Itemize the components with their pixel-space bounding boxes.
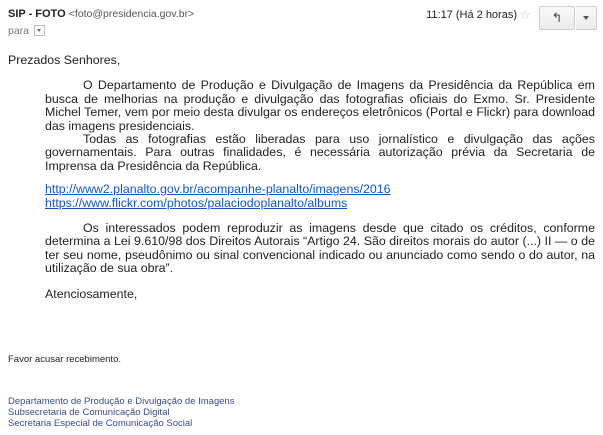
signature-line-1: Departamento de Produção e Divulgação de Imagens [8, 396, 235, 407]
body-block-2 [8, 222, 595, 276]
body-block [8, 79, 595, 173]
sender-email: <foto@presidencia.gov.br> [68, 8, 195, 20]
paragraph-1: O Departamento de Produção e Divulgação de Imagens da Presidência da República em busca de melhorias na produção e divulgação das fotografias oficiais do Exmo. Sr. Presidente Michel Temer, vem por meio desta divulgar os endereços eletrônicos (Portal e Flickr) para download das imagens presidenciais. [45, 78, 595, 133]
timestamp: 11:17 (Há 2 horas) [426, 9, 517, 21]
paragraph-2: Todas as fotografias estão liberadas para uso jornalístico e divulgação das ações governamentais. Para outras finalidades, é necessária autorização prévia da Secretaria de Imprensa da Presidência da República. [45, 132, 595, 173]
paragraph-3: Os interessados podem reproduzir as imagens desde que citado os créditos, conforme determina a Lei 9.610/98 dos Direitos Autorais “Artigo 24. São direitos morais do autor (...) II — o de ter seu nome, pseudônimo ou sinal convencional indicado ou anunciado como sendo o do autor, na utilização de sua obra”. [45, 221, 595, 276]
flickr-link[interactable]: https://www.flickr.com/photos/palaciodoplanalto/albums [45, 195, 348, 210]
chevron-down-icon [583, 16, 589, 20]
email-header [8, 6, 597, 40]
acknowledgement-note: Favor acusar recebimento. [8, 354, 121, 365]
email-body [8, 54, 595, 301]
reply-button[interactable] [539, 6, 575, 30]
recipient-details-dropdown-icon[interactable] [34, 25, 45, 36]
reply-icon: ↰ [551, 10, 563, 25]
signature [8, 396, 235, 429]
greeting: Prezados Senhores, [8, 53, 121, 67]
portal-link[interactable]: http://www2.planalto.gov.br/acompanhe-planalto/imagens/2016 [45, 182, 391, 197]
star-icon[interactable]: ☆ [519, 7, 531, 22]
signature-line-3: Secretaria Especial de Comunicação Social [8, 418, 193, 429]
signature-line-2: Subsecretaria de Comunicação Digital [8, 407, 170, 418]
recipient-line [8, 25, 45, 37]
to-label: para [8, 25, 30, 37]
more-options-button[interactable] [576, 6, 597, 30]
links-block [8, 183, 595, 210]
sender-name[interactable]: SIP - FOTO [8, 8, 66, 20]
sender[interactable] [8, 8, 194, 20]
closing: Atenciosamente, [45, 286, 138, 301]
